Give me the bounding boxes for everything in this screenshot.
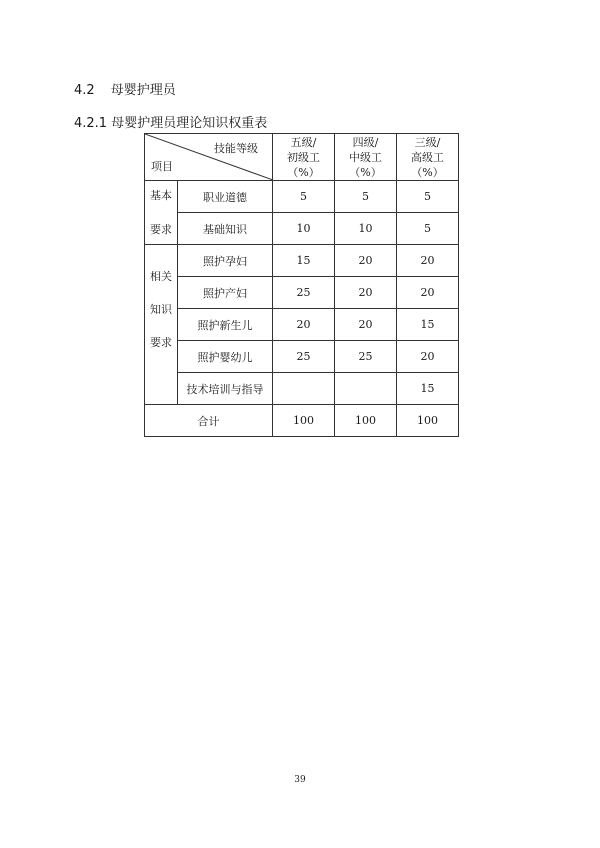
value-cell: 20 [397,341,459,373]
subsection-heading: 4.2.1 母婴护理员理论知识权重表 [74,116,268,131]
item-cell: 基础知识 [178,213,273,245]
table-row [145,181,459,213]
value-cell: 10 [335,213,397,245]
header-level-4: 四级/ 中级工 （%） [335,134,397,181]
value-cell: 100 [273,405,335,437]
value-cell: 5 [397,213,459,245]
weight-table [144,133,459,437]
group-related-knowledge: 相关 知识 要求 [145,245,178,405]
item-cell: 职业道德 [178,181,273,213]
value-cell: 5 [335,181,397,213]
section-title: 母婴护理员 [110,83,176,98]
value-cell: 20 [335,245,397,277]
header-item: 项目 [151,160,173,173]
header-level-3: 三级/ 高级工 （%） [397,134,459,181]
table-row [145,277,459,309]
value-cell [335,373,397,405]
value-cell [273,373,335,405]
section-heading [74,79,176,98]
value-cell: 25 [273,277,335,309]
table-row [145,373,459,405]
header-level-5: 五级/ 初级工 （%） [273,134,335,181]
value-cell: 15 [397,373,459,405]
item-cell: 照护产妇 [178,277,273,309]
value-cell: 20 [397,277,459,309]
group-basic-requirements: 基本 要求 [145,181,178,245]
value-cell: 15 [273,245,335,277]
header-skill-level: 技能等级 [214,142,258,155]
page-number: 39 [294,775,306,785]
value-cell: 5 [397,181,459,213]
value-cell: 25 [273,341,335,373]
table-row [145,341,459,373]
value-cell: 15 [397,309,459,341]
total-label: 合计 [145,405,273,437]
value-cell: 10 [273,213,335,245]
item-cell: 技术培训与指导 [178,373,273,405]
value-cell: 20 [335,277,397,309]
section-number: 4.2 [74,83,95,98]
value-cell: 20 [397,245,459,277]
item-cell: 照护孕妇 [178,245,273,277]
value-cell: 20 [273,309,335,341]
table-row [145,245,459,277]
total-row [145,405,459,437]
value-cell: 100 [335,405,397,437]
value-cell: 20 [335,309,397,341]
item-cell: 照护婴幼儿 [178,341,273,373]
table-row [145,309,459,341]
value-cell: 5 [273,181,335,213]
value-cell: 100 [397,405,459,437]
table-corner-cell [145,134,273,181]
table-row [145,213,459,245]
value-cell: 25 [335,341,397,373]
item-cell: 照护新生儿 [178,309,273,341]
